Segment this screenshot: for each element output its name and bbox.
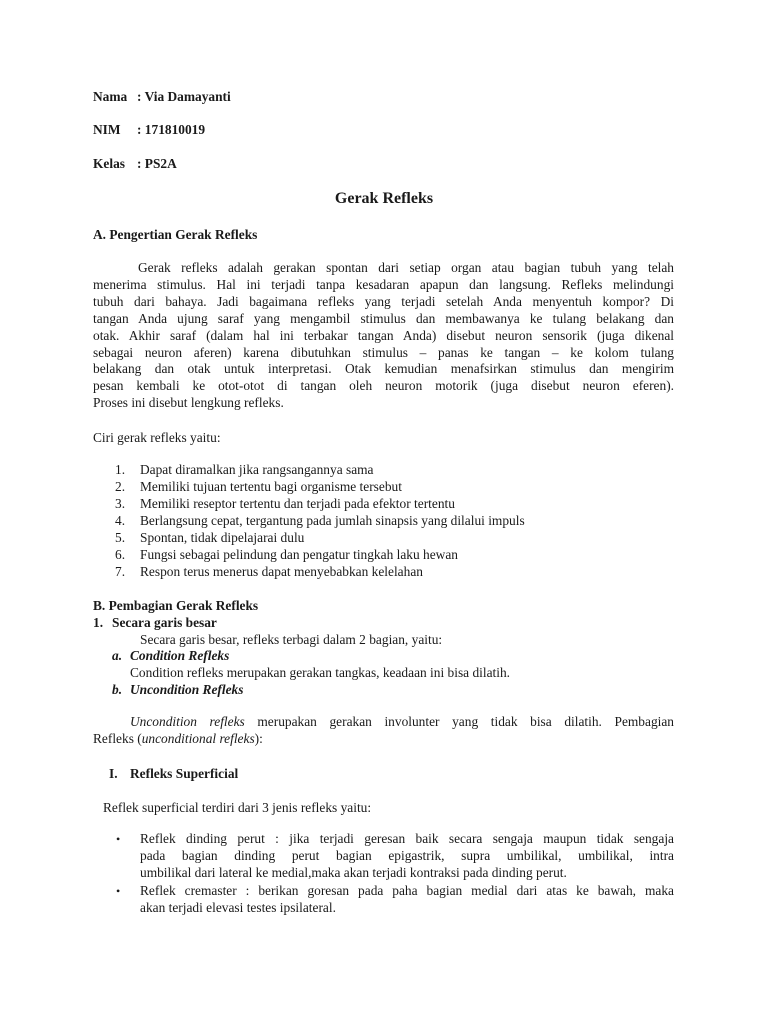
name-value: : Via Damayanti (137, 89, 231, 104)
subsection-text: Secara garis besar, refleks terbagi dalam 2 bagian, yaitu: (140, 632, 443, 647)
list-item: Dapat diramalkan jika rangsangannya sama (140, 462, 374, 477)
list-item-number: 5. (115, 530, 126, 545)
list-item-number: 2. (115, 479, 126, 494)
uncondition-line2-pre: Refleks ( (93, 730, 142, 746)
paragraph-line: Gerak refleks adalah gerakan spontan dari setiap organ atau bagian tubuh yang telah (138, 260, 674, 275)
list-item (140, 883, 674, 917)
uncondition-term: Uncondition refleks (130, 714, 245, 729)
section-a-heading: A. Pengertian Gerak Refleks (93, 227, 258, 242)
superficial-intro: Reflek superficial terdiri dari 3 jenis refleks yaitu: (103, 800, 372, 815)
item-b-label: Uncondition Refleks (130, 682, 244, 697)
item-a-text: Condition refleks merupakan gerakan tangkas, keadaan ini bisa dilatih. (130, 665, 511, 680)
paragraph-line: pesan kembali ke otot-otot di tangan oleh neuron motorik (juga disebut neuron eferen). (93, 378, 674, 394)
bullet-line: Reflek dinding perut : jika terjadi geresan baik secara sengaja maupun tidak sengaja (140, 831, 674, 846)
section-b-heading: B. Pembagian Gerak Refleks (93, 598, 259, 613)
item-a-label: Condition Refleks (130, 648, 230, 663)
bullet-line: umbilikal dari lateral ke medial,maka akan terjadi kontraksi pada dinding perut. (140, 864, 567, 880)
paragraph-line: menerima stimulus. Hal ini terjadi tanpa kesadaran apapun dan langsung. Refleks melindungi (93, 276, 674, 292)
paragraph-line: belakang dan otak untuk interpretasi. Otak kemudian menafsirkan stimulus dan mengirim (93, 361, 674, 377)
item-b-mark: b. (112, 682, 123, 697)
uncondition-line2-post: ): (254, 730, 263, 746)
page-title: Gerak Refleks (334, 190, 434, 207)
kelas-value: : PS2A (137, 156, 177, 171)
unconditional-term: unconditional refleks (141, 730, 255, 746)
item-a-mark: a. (112, 648, 123, 663)
roman-heading: Refleks Superficial (130, 766, 239, 781)
list-item (140, 831, 674, 882)
bullet-icon: • (116, 832, 121, 846)
list-item-number: 1. (115, 462, 126, 477)
paragraph-line (93, 714, 674, 731)
list-item-number: 7. (115, 564, 126, 579)
bullet-line: akan terjadi elevasi testes ipsilateral. (140, 899, 336, 915)
paragraph-line (93, 731, 674, 748)
list-item: Memiliki reseptor tertentu dan terjadi pada efektor tertentu (140, 496, 455, 511)
list-item-number: 4. (115, 513, 126, 528)
list-item-number: 3. (115, 496, 126, 511)
name-label: Nama (93, 89, 128, 104)
paragraph-line: otak. Akhir saraf (dalam hal ini terbakar tangan Anda) disebut neuron sensorik (juga dikenal (93, 327, 674, 343)
paragraph-line: tangan Anda ujung saraf yang mengambil stimulus dan membawanya ke tulang belakang dan (93, 310, 674, 326)
list-item: Memiliki tujuan tertentu bagi organisme tersebut (140, 479, 402, 494)
kelas-label: Kelas (93, 156, 125, 171)
paragraph-line: sebagai neuron aferen) karena dibutuhkan stimulus – panas ke tangan – ke kolom tulang (93, 344, 674, 360)
bullet-line: pada bagian dinding perut bagian epigastrik, supra umbilikal, umbilikal, intra (140, 847, 674, 863)
subsection-label: Secara garis besar (112, 615, 217, 630)
subsection-number: 1. (93, 615, 104, 630)
paragraph-line: Proses ini disebut lengkung refleks. (93, 395, 284, 411)
uncondition-line1-rest: merupakan gerakan involunter yang tidak bisa dilatih. Pembagian (244, 714, 674, 729)
paragraph-line: tubuh dari bahaya. Jadi bagaimana refleks yang terjadi setelah Anda menyentuh kompor? Di (93, 293, 674, 309)
list-item: Spontan, tidak dipelajarai dulu (140, 530, 305, 545)
list-item: Fungsi sebagai pelindung dan pengatur tingkah laku hewan (140, 547, 458, 562)
nim-label: NIM (93, 122, 121, 137)
section-a-paragraph (93, 260, 674, 412)
roman-numeral: I. (109, 766, 118, 781)
bullet-icon: • (116, 884, 121, 898)
bullet-line: Reflek cremaster : berikan goresan pada paha bagian medial dari atas ke bawah, maka (140, 883, 674, 898)
ciri-intro: Ciri gerak refleks yaitu: (93, 430, 221, 445)
nim-value: : 171810019 (137, 122, 206, 137)
list-item: Berlangsung cepat, tergantung pada jumlah sinapsis yang dilalui impuls (140, 513, 525, 528)
list-item-number: 6. (115, 547, 126, 562)
uncondition-paragraph (93, 714, 674, 748)
list-item: Respon terus menerus dapat menyebabkan kelelahan (140, 564, 423, 579)
